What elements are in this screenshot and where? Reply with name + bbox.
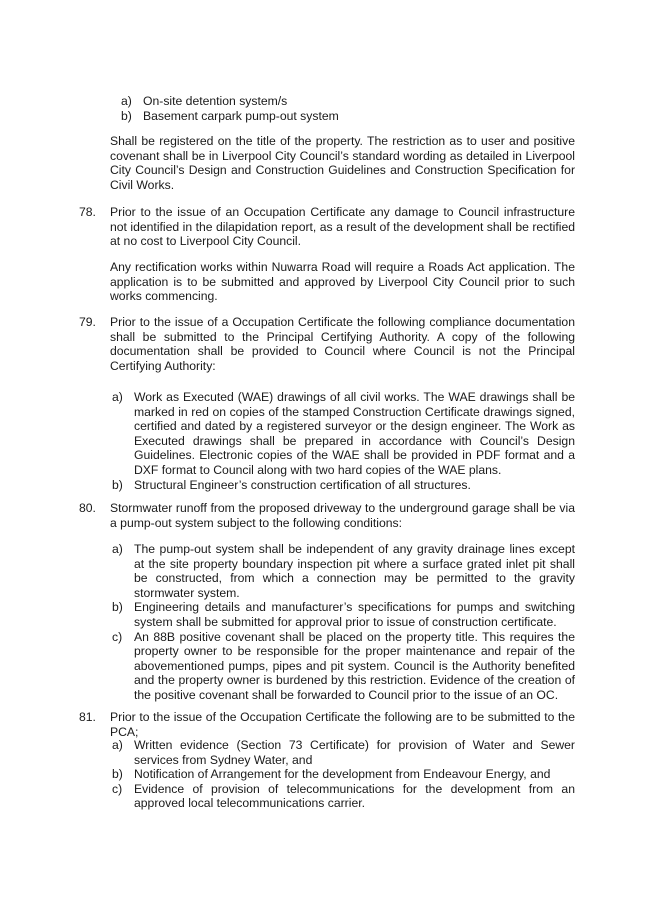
list-text: Basement carpark pump-out system [143, 108, 339, 123]
list-label: b) [112, 600, 123, 615]
list-text: Written evidence (Section 73 Certificate) for provision of Water and Sewer services from Sydney Water, and [134, 738, 575, 767]
condition-81-para1: Prior to the issue of the Occupation Certificate the following are to be submitted to the PCA; [110, 710, 575, 739]
list-item [112, 767, 575, 782]
condition-78-para1: Prior to the issue of an Occupation Certificate any damage to Council infrastructure not identified in the dilapidation report, as a result of the development shall be rectified at no cost to Liverpool City Council. [110, 205, 575, 249]
list-text: On-site detention system/s [143, 94, 288, 108]
list-label: b) [112, 477, 123, 492]
list-item [112, 390, 575, 478]
top-list [121, 94, 581, 123]
condition-79-list [112, 390, 575, 492]
list-item [112, 630, 575, 703]
list-label: c) [112, 629, 123, 644]
list-label: b) [112, 767, 123, 782]
list-item [112, 782, 575, 811]
list-text: Engineering details and manufacturer’s specifications for pumps and switching system shall be submitted for approval prior to issue of construction certificate. [134, 600, 575, 629]
list-text: An 88B positive covenant shall be placed on the property title. This requires the property owner to be responsible for the proper maintenance and repair of the abovementioned pumps, pipes and pit system. Council is the Authority benefited and the property owner is burdened by this restriction. Evidence of the creation of the positive covenant shall be forwarded to Council prior to the issue of an OC. [134, 629, 575, 702]
list-item [121, 109, 581, 124]
list-item [112, 542, 575, 600]
covenant-paragraph: Shall be registered on the title of the property. The restriction as to user and positive covenant shall be in Liverpool City Council’s standard wording as detailed in Liverpool City Council’s Design and Construction Guidelines and Construction Specification for Civil Works. [110, 134, 575, 192]
list-label: c) [112, 781, 123, 796]
condition-81-list [112, 738, 575, 811]
list-text: The pump-out system shall be independent of any gravity drainage lines except at the site property boundary inspection pit where a surface grated inlet pit shall be constructed, from which a connection may be permitted to the gravity stormwater system. [134, 542, 575, 600]
list-item [112, 478, 575, 493]
condition-78-para2: Any rectification works within Nuwarra Road will require a Roads Act application. The application is to be submitted and approved by Liverpool City Council prior to such works commencing. [110, 260, 575, 304]
condition-number: 79. [79, 315, 96, 329]
list-item [112, 600, 575, 629]
list-label: a) [112, 738, 123, 752]
list-label: a) [112, 390, 123, 404]
condition-number: 80. [79, 501, 96, 515]
condition-80-list [112, 542, 575, 703]
list-text: Structural Engineer’s construction certification of all structures. [134, 477, 471, 492]
list-item [121, 94, 581, 109]
list-label: a) [112, 542, 123, 556]
list-item [112, 738, 575, 767]
condition-80-para1: Stormwater runoff from the proposed driveway to the underground garage shall be via a pump-out system subject to the following conditions: [110, 501, 575, 530]
list-text: Work as Executed (WAE) drawings of all civil works. The WAE drawings shall be marked in red on copies of the stamped Construction Certificate drawings signed, certified and dated by a registered surveyor or the design engineer. The Work as Executed drawings shall be prepared in accordance with Council’s Design Guidelines. Electronic copies of the WAE shall be provided in PDF format and a DXF format to Council along with two hard copies of the WAE plans. [134, 390, 575, 477]
list-text: Notification of Arrangement for the development from Endeavour Energy, and [134, 767, 551, 782]
condition-number: 81. [79, 710, 96, 724]
list-label: a) [121, 94, 132, 108]
list-text: Evidence of provision of telecommunications for the development from an approved local telecommunications carrier. [134, 781, 575, 811]
condition-number: 78. [79, 205, 96, 219]
condition-79-para1: Prior to the issue of a Occupation Certificate the following compliance documentation shall be submitted to the Principal Certifying Authority. A copy of the following documentation shall be provided to Council where Council is not the Principal Certifying Authority: [110, 315, 575, 373]
list-label: b) [121, 108, 132, 123]
